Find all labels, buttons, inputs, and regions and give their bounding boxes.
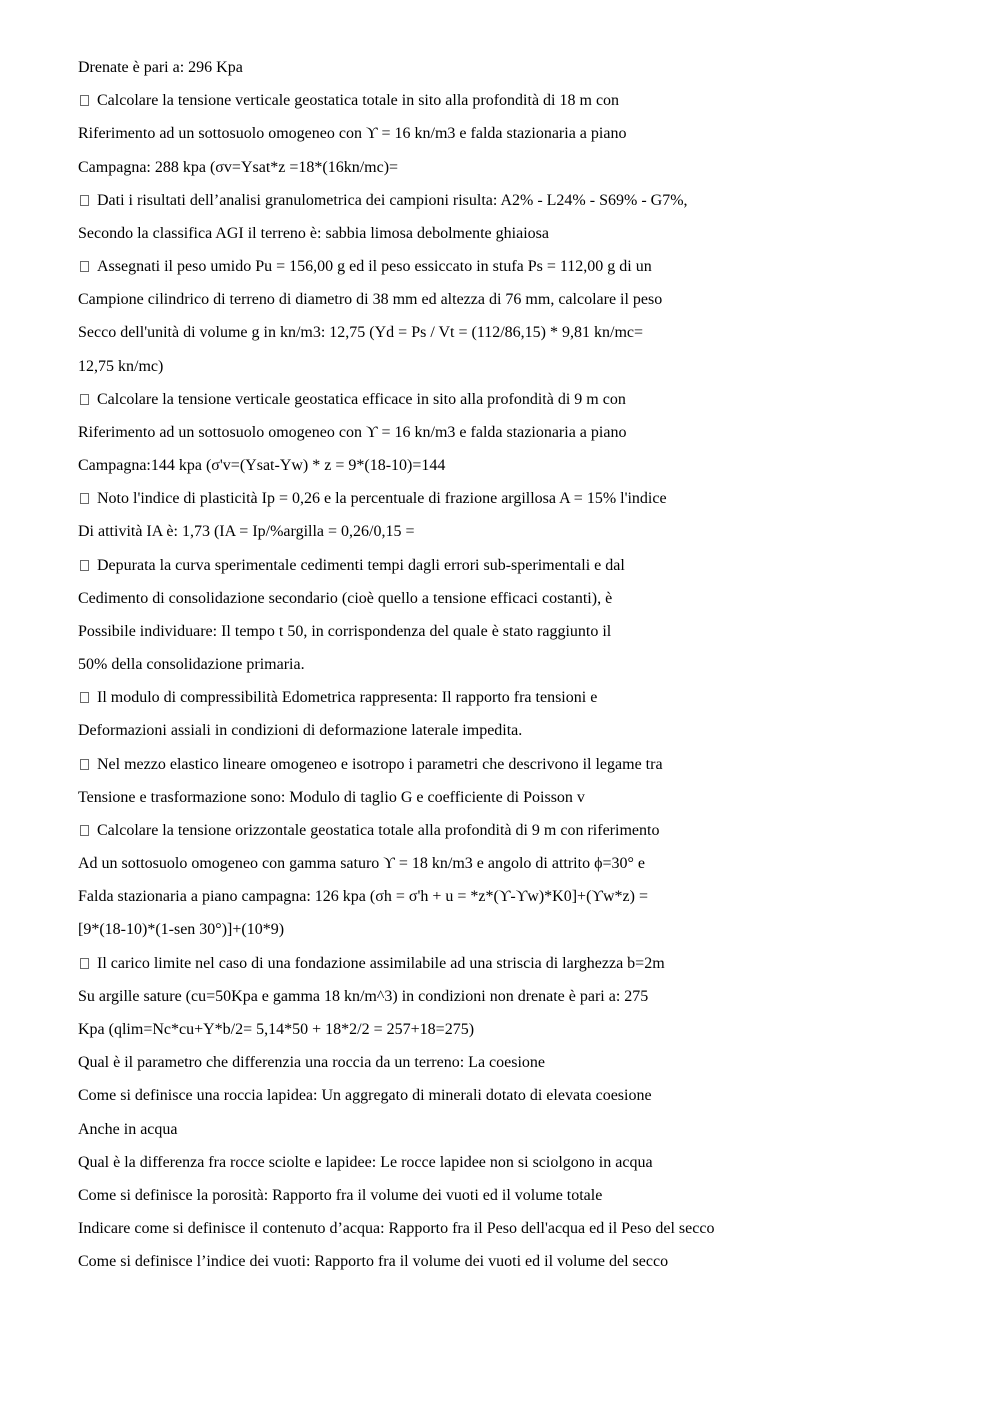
line-text: Calcolare la tensione verticale geostatica totale in sito alla profondità di 18 m con bbox=[97, 92, 620, 110]
text-line bbox=[78, 1118, 978, 1151]
text-line bbox=[78, 288, 978, 321]
line-text: Dati i risultati dell’analisi granulometrica dei campioni risulta: A2% - L24% - S69% - G7%, bbox=[97, 191, 688, 209]
bullet-box-icon bbox=[80, 195, 89, 206]
text-line bbox=[78, 852, 978, 885]
line-text: Il carico limite nel caso di una fondazione assimilabile ad una striscia di larghezza b=2m bbox=[97, 954, 665, 972]
line-text: Anche in acqua bbox=[78, 1120, 178, 1138]
bullet-line bbox=[78, 686, 978, 719]
line-text: Falda stazionaria a piano campagna: 126 kpa (σh = σ'h + u = *z*(ϒ-ϒw)*K0]+(ϒw*z) = bbox=[78, 888, 648, 906]
text-line bbox=[78, 1018, 978, 1051]
text-line bbox=[78, 885, 978, 918]
line-text: Indicare come si definisce il contenuto d’acqua: Rapporto fra il Peso dell'acqua ed il Peso del secco bbox=[78, 1220, 715, 1238]
text-line bbox=[78, 653, 978, 686]
text-line bbox=[78, 355, 978, 388]
line-text: Come si definisce la porosità: Rapporto fra il volume dei vuoti ed il volume totale bbox=[78, 1186, 603, 1204]
line-text: [9*(18-10)*(1-sen 30°)]+(10*9) bbox=[78, 921, 285, 939]
text-line bbox=[78, 122, 978, 155]
bullet-line bbox=[78, 819, 978, 852]
text-line bbox=[78, 1217, 978, 1250]
line-text: Depurata la curva sperimentale cedimenti tempi dagli errori sub-sperimentali e dal bbox=[97, 556, 625, 574]
line-text: Riferimento ad un sottosuolo omogeneo con ϒ = 16 kn/m3 e falda stazionaria a piano bbox=[78, 423, 627, 441]
line-text: Calcolare la tensione verticale geostatica efficace in sito alla profondità di 9 m con bbox=[97, 390, 626, 408]
line-text: Possibile individuare: Il tempo t 50, in corrispondenza del quale è stato raggiunto il bbox=[78, 622, 612, 640]
text-line bbox=[78, 719, 978, 752]
text-line bbox=[78, 156, 978, 189]
line-text: Secondo la classifica AGI il terreno è: sabbia limosa debolmente ghiaiosa bbox=[78, 224, 549, 242]
line-text: Su argille sature (cu=50Kpa e gamma 18 kn/m^3) in condizioni non drenate è pari a: 275 bbox=[78, 987, 649, 1005]
text-line bbox=[78, 918, 978, 951]
text-line bbox=[78, 1184, 978, 1217]
line-text: Ad un sottosuolo omogeneo con gamma saturo ϒ = 18 kn/m3 e angolo di attrito ϕ=30° e bbox=[78, 855, 646, 873]
line-text: Nel mezzo elastico lineare omogeneo e isotropo i parametri che descrivono il legame tra bbox=[97, 755, 663, 773]
line-text: 12,75 kn/mc) bbox=[78, 357, 164, 375]
bullet-box-icon bbox=[80, 261, 89, 272]
bullet-line bbox=[78, 952, 978, 985]
text-line bbox=[78, 1084, 978, 1117]
text-line bbox=[78, 620, 978, 653]
line-text: Riferimento ad un sottosuolo omogeneo con ϒ = 16 kn/m3 e falda stazionaria a piano bbox=[78, 125, 627, 143]
line-text: Kpa (qlim=Nc*cu+Y*b/2= 5,14*50 + 18*2/2 = 257+18=275) bbox=[78, 1020, 475, 1038]
line-text: Come si definisce una roccia lapidea: Un aggregato di minerali dotato di elevata coesione bbox=[78, 1087, 652, 1105]
bullet-box-icon bbox=[80, 560, 89, 571]
bullet-box-icon bbox=[80, 493, 89, 504]
text-line bbox=[78, 1151, 978, 1184]
line-text: Come si definisce l’indice dei vuoti: Rapporto fra il volume dei vuoti ed il volume del secco bbox=[78, 1253, 669, 1271]
text-line bbox=[78, 321, 978, 354]
line-text: Deformazioni assiali in condizioni di deformazione laterale impedita. bbox=[78, 722, 523, 740]
document-body bbox=[78, 56, 978, 1283]
bullet-line bbox=[78, 753, 978, 786]
line-text: Campagna: 288 kpa (σv=Ysat*z =18*(16kn/mc)= bbox=[78, 158, 399, 176]
line-text: Il modulo di compressibilità Edometrica rappresenta: Il rapporto fra tensioni e bbox=[97, 689, 598, 707]
bullet-box-icon bbox=[80, 95, 89, 106]
line-text: Campione cilindrico di terreno di diametro di 38 mm ed altezza di 76 mm, calcolare il peso bbox=[78, 291, 663, 309]
bullet-line bbox=[78, 255, 978, 288]
line-text: Qual è il parametro che differenzia una roccia da un terreno: La coesione bbox=[78, 1054, 546, 1072]
text-line bbox=[78, 1250, 978, 1283]
line-text: Assegnati il peso umido Pu = 156,00 g ed il peso essiccato in stufa Ps = 112,00 g di un bbox=[97, 258, 652, 276]
bullet-line bbox=[78, 554, 978, 587]
line-text: Cedimento di consolidazione secondario (cioè quello a tensione efficaci costanti), è bbox=[78, 589, 613, 607]
line-text: 50% della consolidazione primaria. bbox=[78, 656, 305, 674]
bullet-box-icon bbox=[80, 759, 89, 770]
bullet-line bbox=[78, 487, 978, 520]
line-text: Campagna:144 kpa (σ'v=(Ysat-Yw) * z = 9*(18-10)=144 bbox=[78, 457, 446, 475]
text-line bbox=[78, 56, 978, 89]
bullet-box-icon bbox=[80, 958, 89, 969]
bullet-line bbox=[78, 89, 978, 122]
bullet-box-icon bbox=[80, 692, 89, 703]
bullet-box-icon bbox=[80, 825, 89, 836]
bullet-line bbox=[78, 388, 978, 421]
text-line bbox=[78, 786, 978, 819]
line-text: Qual è la differenza fra rocce sciolte e lapidee: Le rocce lapidee non si sciolgono in acqua bbox=[78, 1153, 653, 1171]
text-line bbox=[78, 421, 978, 454]
line-text: Secco dell'unità di volume g in kn/m3: 12,75 (Yd = Ps / Vt = (112/86,15) * 9,81 kn/mc= bbox=[78, 324, 644, 342]
line-text: Calcolare la tensione orizzontale geostatica totale alla profondità di 9 m con riferimento bbox=[97, 821, 660, 839]
text-line bbox=[78, 520, 978, 553]
bullet-box-icon bbox=[80, 394, 89, 405]
text-line bbox=[78, 587, 978, 620]
text-line bbox=[78, 985, 978, 1018]
text-line bbox=[78, 454, 978, 487]
line-text: Noto l'indice di plasticità Ip = 0,26 e la percentuale di frazione argillosa A = 15% l'indice bbox=[97, 490, 667, 508]
bullet-line bbox=[78, 189, 978, 222]
line-text: Di attività IA è: 1,73 (IA = Ip/%argilla = 0,26/0,15 = bbox=[78, 523, 415, 541]
line-text: Tensione e trasformazione sono: Modulo di taglio G e coefficiente di Poisson v bbox=[78, 788, 585, 806]
text-line bbox=[78, 1051, 978, 1084]
line-text: Drenate è pari a: 296 Kpa bbox=[78, 59, 243, 76]
text-line bbox=[78, 222, 978, 255]
